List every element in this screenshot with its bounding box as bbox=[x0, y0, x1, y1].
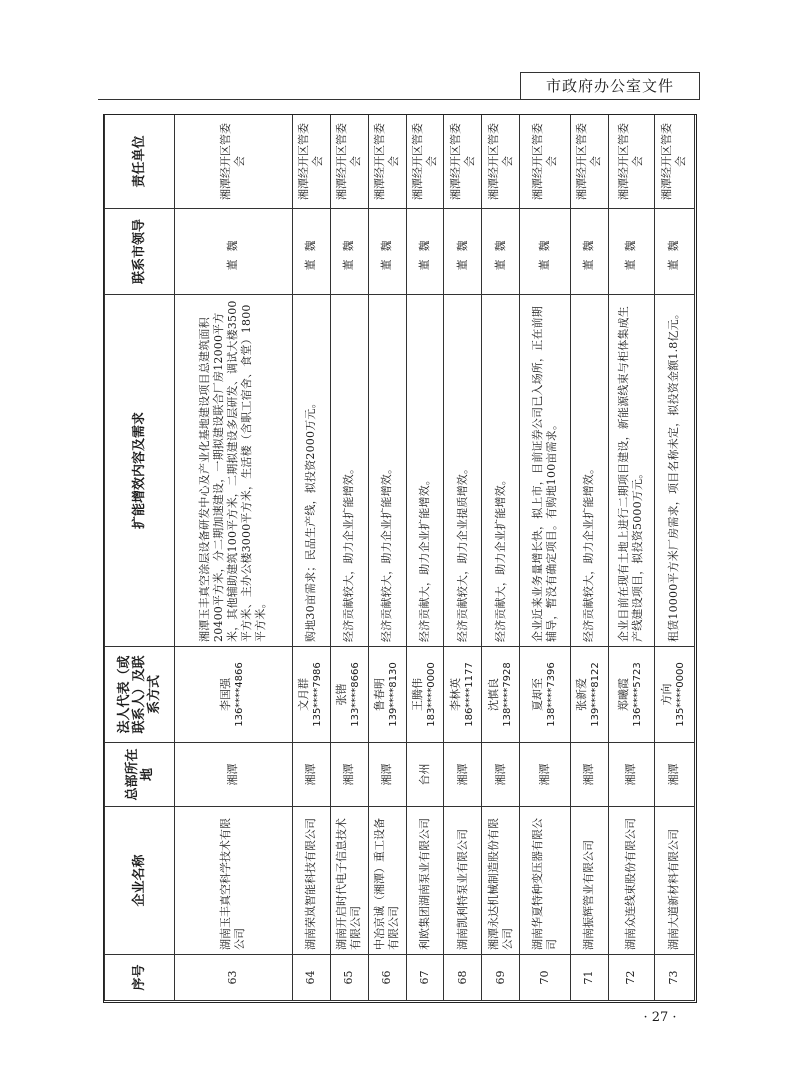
responsible-unit: 湘潭经开区管委会 bbox=[368, 115, 406, 209]
row-index: 67 bbox=[406, 955, 444, 1001]
responsible-unit: 湘潭经开区管委会 bbox=[482, 115, 520, 209]
column-header-demand: 扩能增效内容及需求 bbox=[105, 295, 175, 647]
page-number: · 27 · bbox=[643, 1010, 677, 1025]
responsible-unit: 湘潭经开区管委会 bbox=[654, 115, 694, 209]
leader-name: 董魏 bbox=[608, 209, 654, 295]
row-index: 66 bbox=[368, 955, 406, 1001]
demand-text: 经济贡献较大，助力企业提质增效。 bbox=[444, 295, 482, 647]
row-index: 70 bbox=[520, 955, 571, 1001]
hq-location: 湘潭 bbox=[608, 743, 654, 807]
enterprise-name: 湖南凯利特泵业有限公司 bbox=[444, 807, 482, 955]
contact-cell bbox=[406, 647, 444, 743]
contact-person: 李林英 bbox=[448, 678, 462, 711]
leader-name: 董魏 bbox=[292, 209, 330, 295]
row-index: 65 bbox=[330, 955, 368, 1001]
contact-person: 李国强 bbox=[219, 678, 233, 711]
hq-location: 湘潭 bbox=[444, 743, 482, 807]
column-header-unit: 责任单位 bbox=[105, 115, 175, 209]
contact-cell bbox=[570, 647, 608, 743]
header-rule bbox=[98, 99, 700, 100]
responsible-unit: 湘潭经开区管委会 bbox=[406, 115, 444, 209]
enterprise-name: 湖南开启时代电子信息技术有限公司 bbox=[330, 807, 368, 955]
contact-person: 方向 bbox=[660, 683, 674, 706]
column-header-index: 序号 bbox=[105, 955, 175, 1001]
table-row bbox=[520, 115, 571, 1001]
demand-text: 经济贡献较大，助力企业扩能增效。 bbox=[570, 295, 608, 647]
contact-phone: 139****8122 bbox=[590, 662, 602, 727]
table-row bbox=[406, 115, 444, 1001]
table-row bbox=[654, 115, 694, 1001]
row-index: 64 bbox=[292, 955, 330, 1001]
demand-text: 经济贡献较大，助力企业扩能增效。 bbox=[330, 295, 368, 647]
table-row bbox=[175, 115, 293, 1001]
table-body bbox=[175, 115, 695, 1001]
demand-text: 经济贡献较大，助力企业扩能增效。 bbox=[368, 295, 406, 647]
demand-text: 租赁10000平方米厂房需求，项目名称未定，拟投资金额1.8亿元。 bbox=[654, 295, 694, 647]
demand-text: 企业近来业务量增长快，拟上市，目前证券公司已入场所，正在前期辅导，暂没有确定项目。有购地100亩需求。 bbox=[520, 295, 571, 647]
demand-text: 湘潭玉丰真空涂层设备研发中心及产业化基地建设项目总建筑面积20400平方米，分二期加速建设，一期拟建设联合厂房12000平方米，其他辅助建筑100平方米，二期拟建设多层研发、调试大楼3500平方米、主办公楼3000平方米，生活楼（含职工宿舍、食堂）1800平方米。 bbox=[175, 295, 293, 647]
leader-name: 董魏 bbox=[330, 209, 368, 295]
enterprise-name: 湖南众连线束股份有限公司 bbox=[608, 807, 654, 955]
demand-text: 经济贡献大，助力企业扩能增效。 bbox=[406, 295, 444, 647]
table-row bbox=[482, 115, 520, 1001]
enterprise-name: 湖南玉丰真空科学技术有限公司 bbox=[175, 807, 293, 955]
row-index: 68 bbox=[444, 955, 482, 1001]
hq-location: 湘潭 bbox=[654, 743, 694, 807]
enterprise-name: 湖南大道新材料有限公司 bbox=[654, 807, 694, 955]
column-header-hq: 总部所在地 bbox=[105, 743, 175, 807]
responsible-unit: 湘潭经开区管委会 bbox=[444, 115, 482, 209]
hq-location: 湘潭 bbox=[482, 743, 520, 807]
contact-phone: 135****0000 bbox=[675, 662, 687, 727]
contact-cell bbox=[482, 647, 520, 743]
enterprise-name: 湘潭永达机械制造股份有限公司 bbox=[482, 807, 520, 955]
enterprise-name: 湖南振辉管业有限公司 bbox=[570, 807, 608, 955]
responsible-unit: 湘潭经开区管委会 bbox=[175, 115, 293, 209]
table-row bbox=[368, 115, 406, 1001]
row-index: 69 bbox=[482, 955, 520, 1001]
table-row bbox=[330, 115, 368, 1001]
column-header-leader: 联系市领导 bbox=[105, 209, 175, 295]
contact-person: 沈慎良 bbox=[486, 678, 500, 711]
contact-cell bbox=[368, 647, 406, 743]
table-header-row bbox=[105, 115, 175, 1001]
contact-person: 王腾伟 bbox=[411, 678, 424, 711]
leader-name: 董魏 bbox=[570, 209, 608, 295]
table-row bbox=[570, 115, 608, 1001]
hq-location: 湘潭 bbox=[292, 743, 330, 807]
responsible-unit: 湘潭经开区管委会 bbox=[520, 115, 571, 209]
contact-cell bbox=[444, 647, 482, 743]
enterprise-name: 利欧集团湖南泵业有限公司 bbox=[406, 807, 444, 955]
contact-phone: 183****0000 bbox=[426, 662, 437, 727]
contact-person: 张新爱 bbox=[575, 678, 589, 711]
column-header-enterprise: 企业名称 bbox=[105, 807, 175, 955]
leader-name: 董魏 bbox=[175, 209, 293, 295]
contact-cell bbox=[654, 647, 694, 743]
hq-location: 湘潭 bbox=[520, 743, 571, 807]
contact-phone: 136****4866 bbox=[234, 662, 246, 727]
contact-cell bbox=[520, 647, 571, 743]
contact-phone: 136****5723 bbox=[632, 662, 644, 727]
contact-phone: 133****8666 bbox=[350, 662, 362, 727]
demand-text: 购地30亩需求；民品生产线，拟投资2000万元。 bbox=[292, 295, 330, 647]
leader-name: 董魏 bbox=[520, 209, 571, 295]
contact-phone: 139****8130 bbox=[388, 662, 400, 727]
leader-name: 董魏 bbox=[368, 209, 406, 295]
row-index: 63 bbox=[175, 955, 293, 1001]
responsible-unit: 湘潭经开区管委会 bbox=[570, 115, 608, 209]
enterprise-table-frame bbox=[103, 114, 697, 1003]
row-index: 72 bbox=[608, 955, 654, 1001]
leader-name: 董魏 bbox=[482, 209, 520, 295]
column-header-contact: 法人代表（或联系人）及联系方式 bbox=[105, 647, 175, 743]
rotated-table-container bbox=[104, 115, 695, 1001]
table-row bbox=[444, 115, 482, 1001]
contact-phone: 186****1177 bbox=[463, 662, 475, 727]
contact-cell bbox=[330, 647, 368, 743]
enterprise-name: 中冶京诚（湘潭）重工设备有限公司 bbox=[368, 807, 406, 955]
table-row bbox=[608, 115, 654, 1001]
hq-location: 湘潭 bbox=[368, 743, 406, 807]
hq-location: 台州 bbox=[406, 743, 444, 807]
responsible-unit: 湘潭经开区管委会 bbox=[292, 115, 330, 209]
row-index: 73 bbox=[654, 955, 694, 1001]
responsible-unit: 湘潭经开区管委会 bbox=[608, 115, 654, 209]
responsible-unit: 湘潭经开区管委会 bbox=[330, 115, 368, 209]
contact-phone: 138****7396 bbox=[545, 662, 557, 727]
contact-cell bbox=[175, 647, 293, 743]
hq-location: 湘潭 bbox=[175, 743, 293, 807]
contact-phone: 138****7928 bbox=[501, 662, 513, 727]
contact-person: 夏却至 bbox=[530, 678, 544, 711]
table-row bbox=[292, 115, 330, 1001]
contact-person: 郑曦霞 bbox=[617, 678, 631, 711]
contact-phone: 135****7986 bbox=[312, 662, 324, 727]
demand-text: 经济贡献大，助力企业扩能增效。 bbox=[482, 295, 520, 647]
leader-name: 董魏 bbox=[654, 209, 694, 295]
contact-cell bbox=[608, 647, 654, 743]
hq-location: 湘潭 bbox=[330, 743, 368, 807]
hq-location: 湘潭 bbox=[570, 743, 608, 807]
contact-person: 张锴 bbox=[335, 683, 349, 706]
demand-text: 企业目前在现有土地上进行二期项目建设，新能源线束与柜体集成生产线建设项目，拟投资5000万元。 bbox=[608, 295, 654, 647]
row-index: 71 bbox=[570, 955, 608, 1001]
contact-person: 鲁春明 bbox=[373, 678, 387, 711]
document-header-label: 市政府办公室文件 bbox=[520, 72, 700, 100]
enterprise-table bbox=[104, 114, 695, 1001]
leader-name: 董魏 bbox=[444, 209, 482, 295]
contact-cell bbox=[292, 647, 330, 743]
contact-person: 文月群 bbox=[297, 678, 311, 711]
enterprise-name: 湖南华夏特种变压器有限公司 bbox=[520, 807, 571, 955]
leader-name: 董魏 bbox=[406, 209, 444, 295]
enterprise-name: 湖南荣岚智能科技有限公司 bbox=[292, 807, 330, 955]
